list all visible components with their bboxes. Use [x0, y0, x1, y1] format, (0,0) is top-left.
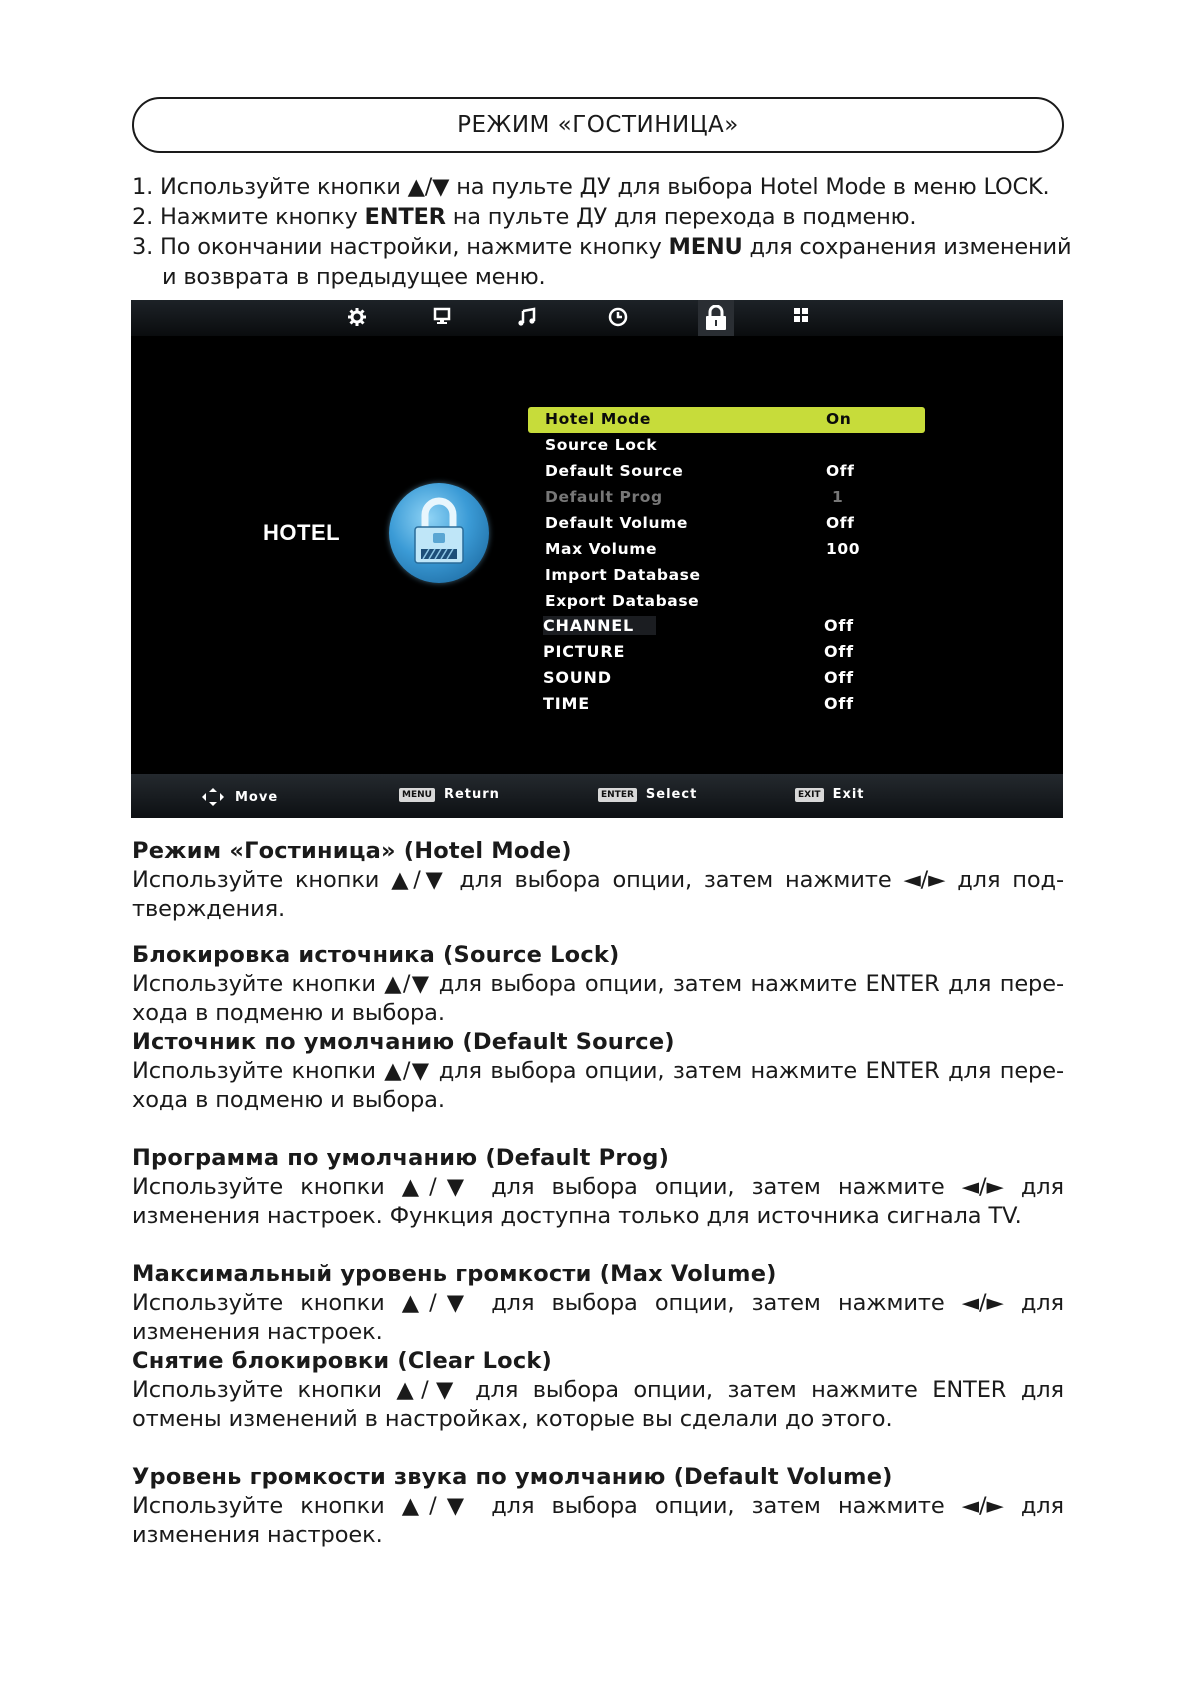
menu-item-default-volume[interactable] — [528, 511, 925, 537]
section-clear-lock — [132, 1346, 1064, 1434]
enter-key-icon: ENTER — [598, 788, 637, 802]
menu-label: TIME — [543, 694, 590, 713]
hint-return — [399, 787, 500, 802]
section-default-source — [132, 1027, 1064, 1115]
section-heading: Источник по умолчанию (Default Source) — [132, 1029, 675, 1055]
step-3-key: MENU — [668, 234, 743, 260]
menu-label: PICTURE — [543, 642, 626, 661]
menu-label: Source Lock — [545, 436, 658, 454]
menu-label: SOUND — [543, 668, 612, 687]
menu-label: Default Volume — [545, 514, 688, 532]
tv-top-menu-bar — [131, 300, 1063, 336]
grid-icon[interactable] — [786, 302, 816, 332]
section-heading: Режим «Гостиница» (Hotel Mode) — [132, 838, 572, 864]
menu-item-hotel-mode[interactable] — [528, 407, 925, 433]
step-2-text: 2. Нажмите кнопку — [132, 204, 365, 230]
menu-item-picture[interactable] — [528, 639, 925, 665]
menu-label: Hotel Mode — [545, 410, 651, 428]
tv-section-title: HOTEL — [263, 520, 341, 545]
menu-label: CHANNEL — [543, 616, 656, 635]
move-arrows-icon — [201, 787, 225, 807]
section-text: Используйте кнопки ▲/▼ для выбора опции, затем нажмите ENTER для пере-хода в подменю и выбора. — [132, 971, 1064, 1026]
music-icon[interactable] — [512, 302, 542, 332]
instruction-steps — [132, 172, 1072, 292]
menu-label: Max Volume — [545, 540, 658, 558]
step-2 — [132, 202, 1064, 232]
gear-icon[interactable] — [342, 302, 372, 332]
section-default-prog — [132, 1143, 1064, 1231]
menu-item-export-database[interactable] — [528, 589, 925, 615]
step-3 — [132, 232, 1072, 262]
hint-select — [598, 787, 697, 802]
section-heading: Программа по умолчанию (Default Prog) — [132, 1145, 670, 1171]
menu-value: Off — [824, 668, 854, 687]
monitor-icon[interactable] — [427, 302, 457, 332]
section-max-volume — [132, 1259, 1064, 1347]
section-default-volume — [132, 1462, 1064, 1550]
section-source-lock — [132, 940, 1064, 1028]
hint-label: Move — [235, 789, 279, 805]
hint-exit — [795, 787, 865, 802]
menu-value: 1 — [832, 488, 844, 506]
section-heading: Блокировка источника (Source Lock) — [132, 942, 620, 968]
section-text: Используйте кнопки ▲/▼ для выбора опции, затем нажмите ◄/► для изменения настроек. — [132, 1290, 1064, 1345]
section-text: Используйте кнопки ▲/▼ для выбора опции, затем нажмите ◄/► для изменения настроек. Функция доступна только для источника сигнала TV. — [132, 1174, 1064, 1229]
menu-item-source-lock[interactable] — [528, 433, 925, 459]
menu-label: Import Database — [545, 566, 701, 584]
step-3-text-end: для сохранения изменений — [742, 234, 1072, 260]
step-3-continuation: и возврата в предыдущее меню. — [162, 264, 546, 290]
page-title: РЕЖИМ «ГОСТИНИЦА» — [457, 112, 739, 138]
hint-label: Select — [645, 787, 698, 802]
section-text: Используйте кнопки ▲/▼ для выбора опции, затем нажмите ◄/► для изменения настроек. — [132, 1493, 1064, 1548]
step-1: 1. Используйте кнопки ▲/▼ на пульте ДУ для выбора Hotel Mode в меню LOCK. — [132, 174, 1050, 200]
section-hotel-mode — [132, 836, 1064, 924]
menu-item-channel[interactable] — [528, 613, 925, 639]
menu-value: Off — [826, 462, 855, 480]
menu-value: 100 — [826, 540, 861, 558]
step-3-text: 3. По окончании настройки, нажмите кнопку — [132, 234, 669, 260]
menu-item-time[interactable] — [528, 691, 925, 717]
menu-item-import-database[interactable] — [528, 563, 925, 589]
step-2-key: ENTER — [364, 204, 446, 230]
menu-value: Off — [826, 514, 855, 532]
menu-key-icon: MENU — [399, 788, 435, 802]
hint-label: Exit — [832, 787, 865, 802]
hint-label: Return — [443, 787, 500, 802]
hint-move — [201, 787, 278, 807]
menu-item-default-prog — [528, 485, 925, 511]
lock-icon[interactable] — [698, 300, 734, 336]
exit-key-icon: EXIT — [795, 788, 824, 802]
menu-label: Export Database — [545, 592, 700, 610]
hotel-lock-icon — [389, 483, 489, 583]
section-text: Используйте кнопки ▲/▼ для выбора опции, затем нажмите ENTER для пере-хода в подменю и выбора. — [132, 1058, 1064, 1113]
menu-value: Off — [824, 694, 854, 713]
menu-item-sound[interactable] — [528, 665, 925, 691]
section-heading: Снятие блокировки (Clear Lock) — [132, 1348, 553, 1374]
section-heading: Уровень громкости звука по умолчанию (Default Volume) — [132, 1464, 893, 1490]
menu-value: Off — [824, 642, 854, 661]
clock-icon[interactable] — [603, 302, 633, 332]
menu-value: On — [826, 410, 852, 428]
menu-label: Default Source — [545, 462, 684, 480]
menu-label: Default Prog — [545, 488, 663, 506]
page-title-box — [132, 97, 1064, 153]
tv-menu-screenshot — [131, 300, 1063, 818]
section-text: Используйте кнопки ▲/▼ для выбора опции, затем нажмите ENTER для отмены изменений в настройках, которые вы сделали до этого. — [132, 1377, 1064, 1432]
section-heading: Максимальный уровень громкости (Max Volume) — [132, 1261, 777, 1287]
tv-footer-hints — [131, 774, 1063, 818]
section-text: Используйте кнопки ▲/▼ для выбора опции, затем нажмите ◄/► для под-тверждения. — [132, 867, 1064, 922]
menu-item-default-source[interactable] — [528, 459, 925, 485]
step-2-text-end: на пульте ДУ для перехода в подменю. — [445, 204, 917, 230]
menu-item-max-volume[interactable] — [528, 537, 925, 563]
menu-value: Off — [824, 616, 854, 635]
